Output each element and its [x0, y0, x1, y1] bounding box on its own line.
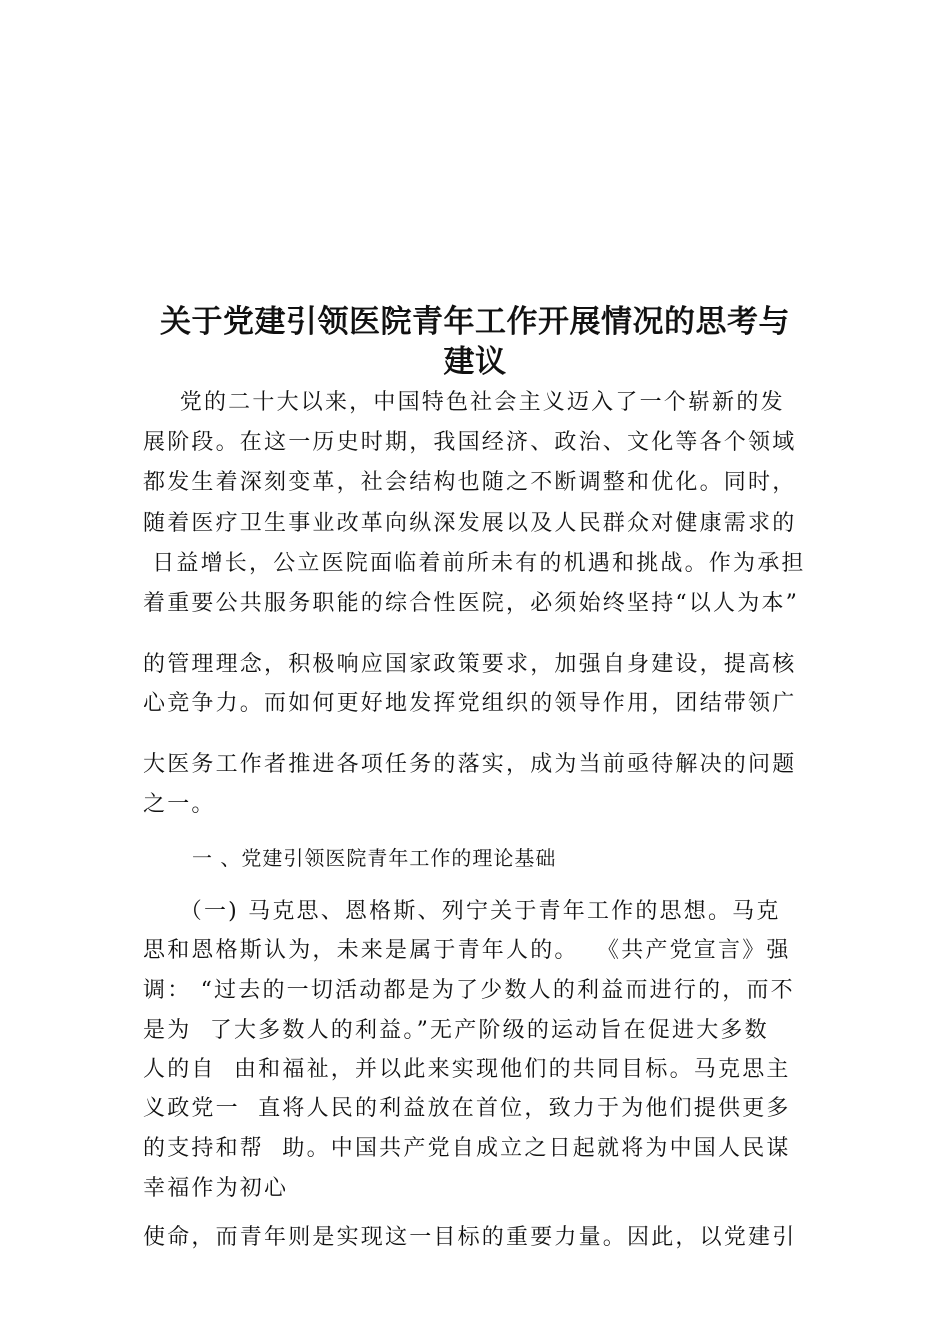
- body-line: 思和恩格斯认为，未来是属于青年人的。 《共产党宣言》强: [143, 938, 791, 963]
- document-title-line-2: 建议: [443, 344, 507, 380]
- intro-line: 之一。: [143, 792, 216, 817]
- intro-line: 随着医疗卫生事业改革向纵深发展以及人民群众对健康需求的: [143, 511, 797, 536]
- intro-line: 心竞争力。而如何更好地发挥党组织的领导作用，团结带领广: [143, 691, 797, 716]
- intro-line: 着重要公共服务职能的综合性医院，必须始终坚持“以人为本”: [143, 591, 800, 616]
- body-line: 义政党一 直将人民的利益放在首位，致力于为他们提供更多: [143, 1096, 791, 1121]
- section-heading: 一 、党建引领医院青年工作的理论基础: [192, 846, 557, 870]
- intro-line: 大医务工作者推进各项任务的落实，成为当前亟待解决的问题: [143, 752, 797, 777]
- body-line: 使命，而青年则是实现这一目标的重要力量。因此，以党建引: [143, 1225, 797, 1250]
- intro-line: 党的二十大以来，中国特色社会主义迈入了一个崭新的发: [143, 390, 785, 415]
- body-line: 调： “过去的一切活动都是为了少数人的利益而进行的，而不: [143, 978, 795, 1003]
- body-line: 幸福作为初心: [143, 1176, 289, 1201]
- intro-line: 都发生着深刻变革，社会结构也随之不断调整和优化。同时，: [143, 470, 797, 495]
- body-line: 的支持和帮 助。中国共产党自成立之日起就将为中国人民谋: [143, 1136, 791, 1161]
- intro-line: 的管理理念，积极响应国家政策要求，加强自身建设，提高核: [143, 652, 797, 677]
- intro-line: 日益增长，公立医院面临着前所未有的机遇和挑战。作为承担: [143, 551, 806, 576]
- body-line: 人的自 由和福祉，并以此来实现他们的共同目标。马克思主: [143, 1057, 791, 1082]
- document-title-line-1: 关于党建引领医院青年工作开展情况的思考与: [160, 304, 790, 340]
- body-line: 是为 了大多数人的利益。”无产阶级的运动旨在促进大多数: [143, 1018, 769, 1043]
- body-line: （一) 马克思、恩格斯、列宁关于青年工作的思想。马克: [143, 899, 781, 924]
- intro-line: 展阶段。在这一历史时期，我国经济、政治、文化等各个领域: [143, 430, 797, 455]
